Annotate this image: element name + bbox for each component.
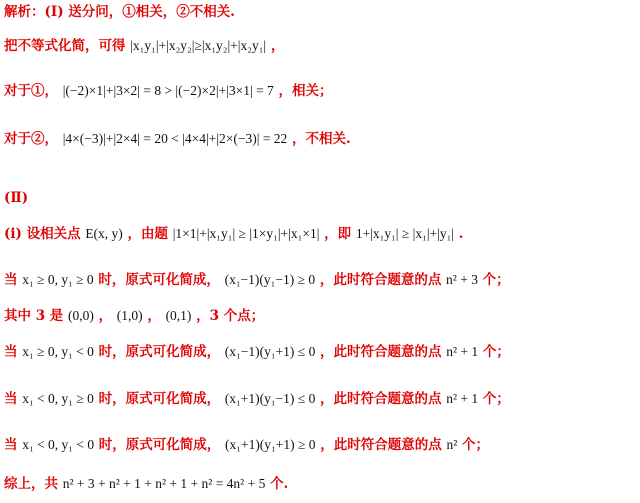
math-expression: (x₁−1)(y₁+1) ≤ 0 xyxy=(224,344,316,359)
line-quadrant-3 xyxy=(4,389,636,409)
math-expression: |4×(−3)|+|2×4| = 20 < |4×4|+|2×(−3)| = 22 xyxy=(62,131,288,146)
math-expression: |x₁y₁|+|x₂y₂|≥|x₁y₂|+|x₂y₁| xyxy=(130,38,267,53)
line-text: ， xyxy=(147,308,161,324)
math-expression: n² + 1 xyxy=(446,391,479,406)
line-simplify xyxy=(4,36,636,56)
line-text: 时，原式可化简成， xyxy=(98,272,220,288)
line-text: 对于②， xyxy=(4,131,58,147)
math-expression: (x₁−1)(y₁−1) ≥ 0 xyxy=(224,272,316,287)
line-text: 当 xyxy=(4,437,18,453)
line-text: ，此时符合题意的点 xyxy=(320,344,442,360)
line-part1-summary xyxy=(4,2,636,22)
math-expression: |1×1|+|x₁y₁| ≥ |1×y₁|+|x₁×1| xyxy=(172,226,320,241)
math-expression: 1+|x₁y₁| ≥ |x₁|+|y₁| xyxy=(355,226,454,241)
line-text: 对于①， xyxy=(4,83,58,99)
line-case-1 xyxy=(4,81,636,101)
line-text: 时，原式可化简成， xyxy=(98,437,221,453)
line-text: ，此时符合题意的点 xyxy=(319,272,442,288)
line-text: ，此时符合题意的点 xyxy=(320,437,442,453)
line-text: 当 xyxy=(4,344,18,360)
math-expression: x₁ ≥ 0, y₁ < 0 xyxy=(22,344,94,359)
line-text: (ⅰ) 设相关点 xyxy=(4,226,81,242)
math-expression: x₁ ≥ 0, y₁ ≥ 0 xyxy=(22,272,94,287)
line-quadrant-4 xyxy=(4,435,636,455)
math-expression: n² + 3 xyxy=(446,272,478,287)
line-text: ，此时符合题意的点 xyxy=(320,391,442,407)
math-expression: (x₁+1)(y₁+1) ≥ 0 xyxy=(225,437,316,452)
line-conclusion xyxy=(4,474,636,494)
math-expression: E(x, y) xyxy=(85,226,123,241)
line-text: ，即 xyxy=(324,226,352,242)
math-expression: (x₁+1)(y₁−1) ≤ 0 xyxy=(224,391,316,406)
line-suffix: 个； xyxy=(461,437,489,453)
math-expression: (0,0) xyxy=(68,308,94,323)
line-suffix: ，3 个点； xyxy=(196,308,265,324)
line-text: 当 xyxy=(4,272,18,288)
math-expression: (0,1) xyxy=(165,308,192,323)
line-suffix: 个. xyxy=(270,476,289,492)
math-expression: n² + 3 + n² + 1 + n² + 1 + n² = 4n² + 5 xyxy=(62,476,266,491)
math-expression: |(−2)×1|+|3×2| = 8 > |(−2)×2|+|3×1| = 7 xyxy=(62,83,274,98)
line-quadrant-2 xyxy=(4,342,636,362)
line-text: 把不等式化简，可得 xyxy=(4,38,126,54)
line-part2-setup xyxy=(4,224,636,244)
line-text: (Ⅱ) xyxy=(4,190,29,206)
math-expression: x₁ < 0, y₁ < 0 xyxy=(22,437,95,452)
line-suffix: ，相关； xyxy=(278,83,333,99)
math-expression: (1,0) xyxy=(116,308,143,323)
line-text: 解析：(Ⅰ) 送分问，①相关，②不相关. xyxy=(4,4,235,20)
math-expression: x₁ < 0, y₁ ≥ 0 xyxy=(22,391,94,406)
math-expression: n² xyxy=(446,437,458,452)
line-text: 当 xyxy=(4,391,18,407)
math-expression: n² + 1 xyxy=(446,344,479,359)
line-text: 时，原式可化简成， xyxy=(98,391,221,407)
line-text: ， xyxy=(98,308,113,324)
line-suffix: . xyxy=(458,226,464,242)
line-part2-heading xyxy=(4,188,636,208)
line-text: ，由题 xyxy=(127,226,169,242)
line-suffix: ，不相关. xyxy=(292,131,351,147)
line-quadrant-1 xyxy=(4,270,636,290)
line-suffix: 个； xyxy=(482,272,510,288)
line-suffix: 个； xyxy=(482,344,510,360)
line-special-points xyxy=(4,306,636,326)
line-case-2 xyxy=(4,129,636,149)
line-suffix: ， xyxy=(270,38,285,54)
line-text: 其中 3 是 xyxy=(4,308,64,324)
line-text: 时，原式可化简成， xyxy=(98,344,221,360)
line-suffix: 个； xyxy=(482,391,510,407)
line-text: 综上，共 xyxy=(4,476,58,492)
